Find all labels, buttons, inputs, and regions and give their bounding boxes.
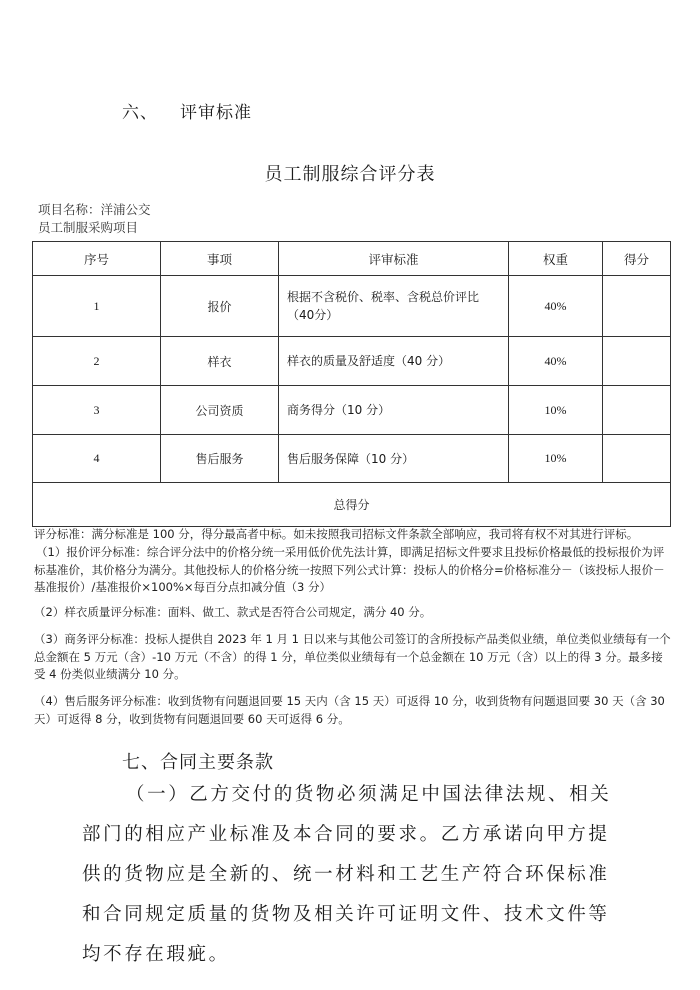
table-header-row bbox=[33, 242, 671, 276]
scoring-note-after-sales: （4）售后服务评分标准：收到货物有问题退回要 15 天内（含 15 天）可返得 10 分，收到货物有问题退回要 30 天（含 30 天）可返得 8 分，收到货物有问题退回要 60 天可返得 6 分。 bbox=[34, 694, 665, 726]
section-6-number: 六、 bbox=[122, 103, 158, 123]
row-item: 样衣 bbox=[161, 337, 279, 386]
table-total-row bbox=[33, 483, 671, 527]
header-item: 事项 bbox=[161, 242, 279, 276]
row-criteria: 根据不含税价、税率、含税总价评比（40分） bbox=[279, 276, 509, 337]
scoring-note-price: （1）报价评分标准：综合评分法中的价格分统一采用低价优先法计算，即满足招标文件要求且投标价格最低的投标报价为评标基准价，其价格分为满分。其他投标人的价格分统一按照下列公式计算：投标人的价格分=价格标准分－（该投标人报价－基准报价）/基准报价×100%×每百分点扣减分值（3 分） bbox=[34, 545, 665, 594]
row-criteria: 售后服务保障（10 分） bbox=[279, 435, 509, 483]
score-table bbox=[32, 241, 671, 527]
row-weight: 10% bbox=[509, 435, 603, 483]
scoring-note-business: （3）商务评分标准：投标人提供自 2023 年 1 月 1 日以来与其他公司签订的含所投标产品类似业绩，单位类似业绩每有一个总金额在 5 万元（含）-10 万元（不含）的得 1 分，单位类似业绩每有一个总金额在 10 万元（含）以上的得 3 分。最多接受 4 份类似业绩满分 10 分。 bbox=[34, 632, 671, 681]
row-item: 公司资质 bbox=[161, 386, 279, 435]
table-row bbox=[33, 276, 671, 337]
row-weight: 40% bbox=[509, 276, 603, 337]
row-score bbox=[603, 276, 671, 337]
total-score-label: 总得分 bbox=[33, 483, 671, 527]
section-7-heading: 七、合同主要条款 bbox=[122, 752, 274, 773]
row-score bbox=[603, 337, 671, 386]
scoring-note-sample: （2）样衣质量评分标准：面料、做工、款式是否符合公司规定，满分 40 分。 bbox=[34, 605, 432, 619]
row-weight: 10% bbox=[509, 386, 603, 435]
project-name-line2: 员工制服采购项目 bbox=[38, 220, 139, 235]
header-criteria: 评审标准 bbox=[279, 242, 509, 276]
row-no: 3 bbox=[33, 386, 161, 435]
row-weight: 40% bbox=[509, 337, 603, 386]
row-criteria: 样衣的质量及舒适度（40 分） bbox=[279, 337, 509, 386]
row-no: 2 bbox=[33, 337, 161, 386]
row-no: 1 bbox=[33, 276, 161, 337]
row-item: 报价 bbox=[161, 276, 279, 337]
row-criteria: 商务得分（10 分） bbox=[279, 386, 509, 435]
contract-clause-1 bbox=[82, 775, 622, 975]
project-name-line1: 项目名称：洋浦公交 bbox=[38, 202, 151, 217]
row-score bbox=[603, 435, 671, 483]
row-score bbox=[603, 386, 671, 435]
header-score: 得分 bbox=[603, 242, 671, 276]
table-title: 员工制服综合评分表 bbox=[264, 164, 436, 185]
section-6-heading bbox=[122, 98, 252, 123]
row-no: 4 bbox=[33, 435, 161, 483]
section-6-title: 评审标准 bbox=[180, 103, 252, 123]
table-row bbox=[33, 386, 671, 435]
header-weight: 权重 bbox=[509, 242, 603, 276]
table-row bbox=[33, 435, 671, 483]
table-row bbox=[33, 337, 671, 386]
header-no: 序号 bbox=[33, 242, 161, 276]
contract-clause-1-text: （一）乙方交付的货物必须满足中国法律法规、相关部门的相应产业标准及本合同的要求。乙方承诺向甲方提供的货物应是全新的、统一材料和工艺生产符合环保标准和合同规定质量的货物及相关许可证明文件、技术文件等均不存在瑕疵。 bbox=[82, 784, 612, 965]
row-item: 售后服务 bbox=[161, 435, 279, 483]
scoring-note-general: 评分标准：满分标准是 100 分，得分最高者中标。如未按照我司招标文件条款全部响应，我司将有权不对其进行评标。 bbox=[34, 527, 639, 541]
